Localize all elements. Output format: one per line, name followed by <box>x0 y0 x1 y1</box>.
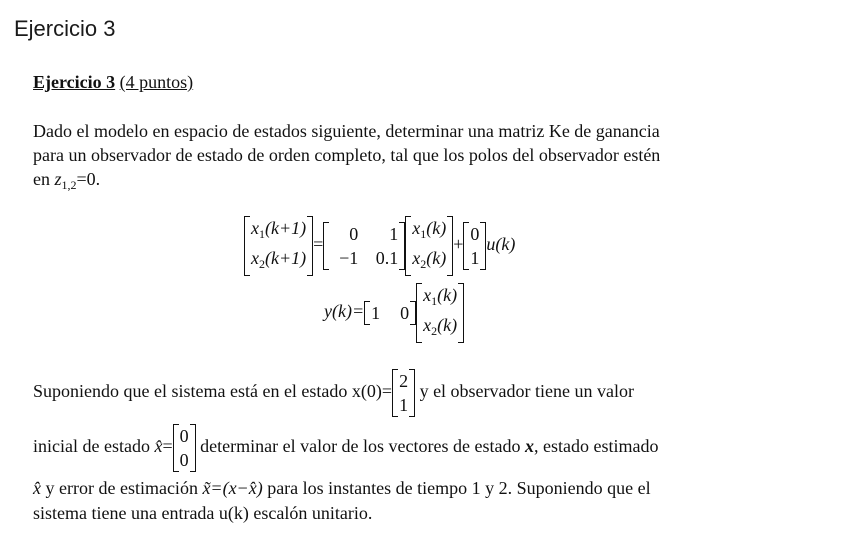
initial-state-text: Suponiendo que el sistema está en el estado x(0)= <box>33 381 393 402</box>
out-x1: x <box>423 285 432 305</box>
A-21: −1 <box>339 248 359 268</box>
observer-text-a: determinar el valor de los vectores de estado <box>200 436 525 457</box>
error-line <box>33 478 651 499</box>
exercise-points: (4 puntos) <box>119 72 194 92</box>
out-x1-arg: (k) <box>437 285 458 305</box>
out-x2: x <box>423 315 432 335</box>
state-lhs-vector <box>244 216 313 276</box>
output-state-vector <box>416 283 464 343</box>
state-equation <box>244 216 515 276</box>
rhs-x2: x <box>412 248 421 268</box>
rhs-x1-arg: (k) <box>426 218 447 238</box>
A-12: 1 <box>389 224 399 244</box>
lhs-x1-sub: 1 <box>259 227 265 241</box>
A-22: 0.1 <box>375 248 399 268</box>
A-11: 0 <box>349 224 359 244</box>
B-2: 1 <box>470 248 480 268</box>
C-2: 0 <box>400 303 410 323</box>
observer-text-b: , estado estimado <box>534 436 659 457</box>
matrix-A <box>323 222 405 270</box>
pole-variable: z <box>54 169 62 189</box>
matrix-B <box>463 222 486 270</box>
exercise-label: Ejercicio 3 <box>33 72 116 92</box>
error-text-b: para los instantes de tiempo 1 y 2. Suponiendo que el <box>262 478 651 498</box>
rhs-x1-sub: 1 <box>420 227 427 241</box>
xhat0-2: 0 <box>179 450 189 470</box>
x0-1: 2 <box>399 371 409 391</box>
matrix-C <box>364 301 416 325</box>
output-equation <box>324 283 464 343</box>
out-x1-sub: 1 <box>431 294 438 308</box>
input-line <box>33 503 372 524</box>
lhs-x2-arg: (k+1) <box>265 248 307 268</box>
intro-line-3 <box>33 167 813 197</box>
observer-initial-line: inicial de estado x̂= 0 0 determinar el valor de los vectores de estado x, estado estimado <box>33 426 659 470</box>
error-expression: x̃=(x−x̂) <box>202 478 263 498</box>
initial-state-line <box>33 369 634 417</box>
rhs-x1: x <box>412 218 421 238</box>
input-term: u(k) <box>486 234 516 255</box>
lhs-x1-arg: (k+1) <box>265 218 307 238</box>
state-rhs-vector <box>405 216 453 276</box>
x0-vector <box>392 369 415 417</box>
intro-line-3-prefix: en <box>33 169 55 189</box>
out-x2-arg: (k) <box>437 315 458 335</box>
xhat-symbol: x̂ <box>154 436 163 457</box>
out-x2-sub: 2 <box>431 324 438 338</box>
output-lhs: y(k)= <box>324 301 365 322</box>
exercise-heading <box>33 72 193 93</box>
equals-sign: = <box>313 234 324 255</box>
rhs-x2-arg: (k) <box>426 248 447 268</box>
pole-subscript: 1,2 <box>61 178 77 192</box>
error-text-a: y error de estimación <box>41 478 203 498</box>
intro-paragraph <box>33 119 813 197</box>
x0-2: 1 <box>399 395 409 415</box>
xhat-inline: x̂ <box>33 478 41 498</box>
initial-state-text-after: y el observador tiene un valor <box>419 381 634 402</box>
lhs-x2: x <box>251 248 259 268</box>
lhs-x1: x <box>251 218 259 238</box>
rhs-x2-sub: 2 <box>420 257 427 271</box>
pole-value: =0. <box>76 169 101 189</box>
intro-line-1: Dado el modelo en espacio de estados siguiente, determinar una matriz Ke de ganancia <box>33 121 660 141</box>
xhat0-vector <box>173 424 196 472</box>
x-bold-symbol: x <box>525 436 534 457</box>
lhs-x2-sub: 2 <box>259 257 265 271</box>
C-1: 1 <box>371 303 381 323</box>
plus-sign: + <box>453 234 464 255</box>
page-title: Ejercicio 3 <box>14 16 116 41</box>
B-1: 0 <box>470 224 480 244</box>
xhat0-1: 0 <box>179 426 189 446</box>
intro-line-2: para un observador de estado de orden completo, tal que los polos del observador estén <box>33 145 661 165</box>
input-text: sistema tiene una entrada u(k) escalón unitario. <box>33 503 373 523</box>
observer-initial-text: inicial de estado <box>33 436 155 457</box>
